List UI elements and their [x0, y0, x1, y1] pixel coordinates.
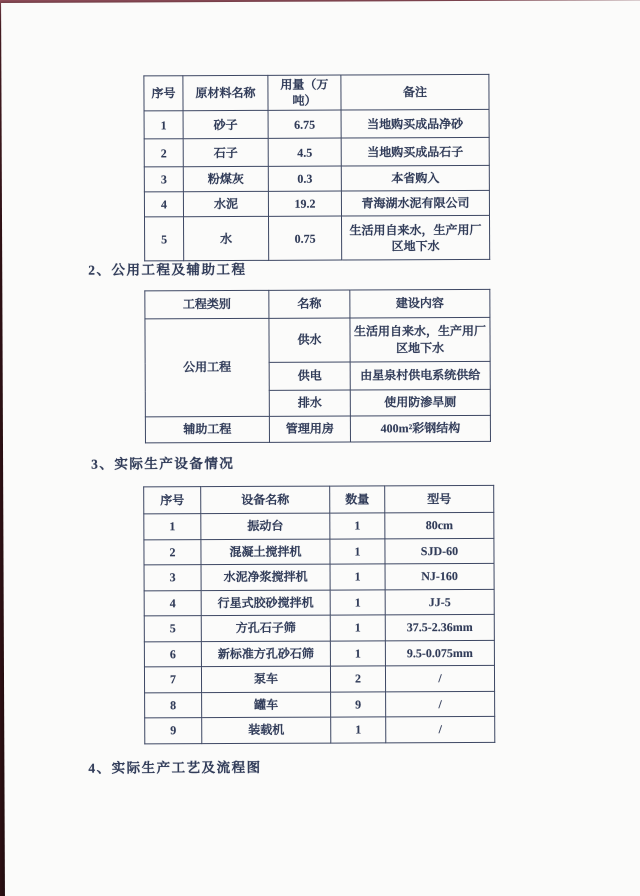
cell-material: 粉煤灰 [183, 167, 268, 192]
cell-material: 砂子 [183, 111, 268, 139]
section-heading-utilities: 2、公用工程及辅助工程 [88, 261, 247, 278]
utilities-table [144, 289, 491, 444]
cell-model: 9.5-0.075mm [385, 640, 494, 666]
table-row [144, 640, 494, 667]
equipment-header-qty: 数量 [330, 486, 385, 513]
materials-header-note: 备注 [341, 74, 489, 110]
cell-material: 水 [184, 217, 269, 261]
cell-equipment: 混凝土搅拌机 [201, 539, 330, 565]
cell-qty: 1 [331, 717, 386, 743]
cell-usage: 6.75 [268, 110, 341, 138]
cell-equipment: 泵车 [201, 666, 330, 692]
cell-model: JJ-5 [385, 589, 494, 615]
cell-index: 7 [144, 667, 201, 693]
cell-utility-content: 400m²彩钢结构 [350, 415, 490, 442]
cell-usage: 4.5 [268, 138, 341, 166]
equipment-header-index: 序号 [144, 487, 201, 514]
cell-index: 9 [145, 718, 202, 744]
cell-index: 1 [144, 111, 183, 139]
table-row [144, 512, 494, 539]
section-heading-process-flow: 4、实际生产工艺及流程图 [88, 759, 262, 776]
cell-utility-name: 供电 [269, 362, 350, 390]
table-row [144, 166, 489, 193]
cell-qty: 2 [330, 666, 385, 692]
cell-index: 6 [144, 641, 201, 667]
cell-equipment: 行星式胶砂搅拌机 [201, 590, 330, 616]
cell-index: 3 [144, 565, 201, 591]
cell-equipment: 装载机 [202, 717, 331, 743]
cell-note: 当地购买成品净砂 [341, 110, 489, 139]
utilities-header-category: 工程类别 [145, 290, 269, 319]
cell-model: SJD-60 [385, 538, 494, 564]
section-heading-equipment: 3、实际生产设备情况 [91, 455, 235, 472]
cell-equipment: 振动台 [201, 513, 330, 539]
cell-equipment: 方孔石子筛 [201, 615, 330, 641]
cell-qty: 1 [330, 615, 385, 641]
cell-note: 青海湖水泥有限公司 [341, 191, 489, 217]
utilities-header-name: 名称 [269, 290, 350, 318]
cell-model: / [386, 691, 495, 717]
table-row [144, 563, 494, 590]
table-row [145, 216, 490, 262]
cell-qty: 1 [330, 538, 385, 564]
cell-model: / [386, 716, 495, 742]
cell-index: 1 [144, 514, 201, 540]
table-row [144, 614, 494, 641]
materials-table [143, 74, 490, 262]
cell-usage: 0.3 [268, 166, 341, 191]
cell-usage: 0.75 [268, 216, 341, 260]
cell-utility-content: 由星泉村供电系统供给 [350, 361, 490, 390]
cell-note: 当地购买成品石子 [341, 138, 489, 167]
table-row [144, 191, 489, 218]
table-row [145, 317, 490, 363]
materials-header-name: 原材料名称 [183, 75, 268, 111]
cell-material: 石子 [183, 139, 268, 167]
equipment-table [143, 485, 495, 744]
cell-index: 4 [144, 590, 201, 616]
cell-category-aux: 辅助工程 [145, 416, 269, 443]
cell-equipment: 水泥净浆搅拌机 [201, 564, 330, 590]
cell-usage: 19.2 [268, 191, 341, 216]
cell-note: 本省购入 [341, 166, 489, 192]
equipment-header-name: 设备名称 [201, 486, 330, 514]
cell-index: 2 [144, 139, 183, 167]
materials-header-usage: 用量（万吨） [268, 75, 341, 111]
table-row [144, 589, 494, 616]
cell-category-public: 公用工程 [145, 318, 269, 417]
cell-qty: 9 [331, 691, 386, 717]
cell-model: 80cm [385, 512, 494, 538]
table-row [144, 110, 489, 140]
cell-material: 水泥 [183, 192, 268, 217]
materials-header-index: 序号 [144, 76, 183, 112]
cell-index: 4 [144, 192, 183, 217]
cell-utility-content: 使用防渗旱厕 [350, 389, 490, 416]
cell-qty: 1 [330, 513, 385, 539]
cell-qty: 1 [330, 564, 385, 590]
cell-model: / [385, 665, 494, 691]
utilities-header-row [145, 289, 490, 319]
document-page [1, 0, 640, 896]
equipment-header-row [144, 485, 494, 514]
utilities-header-content: 建设内容 [350, 289, 490, 318]
cell-index: 8 [145, 692, 202, 718]
table-row [144, 138, 489, 168]
table-row [144, 538, 494, 565]
cell-index: 3 [144, 167, 183, 192]
cell-index: 5 [144, 616, 201, 642]
cell-equipment: 新标准方孔砂石筛 [201, 641, 330, 667]
table-row [145, 716, 495, 743]
materials-header-row [144, 74, 489, 111]
cell-note: 生活用自来水，生产用厂区地下水 [341, 216, 489, 261]
cell-model: 37.5-2.36mm [385, 614, 494, 640]
cell-utility-name: 供水 [269, 318, 350, 362]
equipment-header-model: 型号 [385, 485, 494, 512]
table-row [145, 691, 495, 718]
table-row [145, 415, 490, 443]
cell-qty: 1 [330, 589, 385, 615]
cell-utility-name: 管理用房 [269, 416, 350, 442]
cell-index: 5 [145, 217, 184, 261]
cell-utility-name: 排水 [269, 390, 350, 416]
cell-utility-content: 生活用自来水，生产用厂区地下水 [350, 317, 490, 362]
table-row [144, 665, 494, 692]
cell-model: NJ-160 [385, 563, 494, 589]
cell-equipment: 罐车 [202, 692, 331, 718]
cell-qty: 1 [330, 640, 385, 666]
cell-index: 2 [144, 539, 201, 565]
